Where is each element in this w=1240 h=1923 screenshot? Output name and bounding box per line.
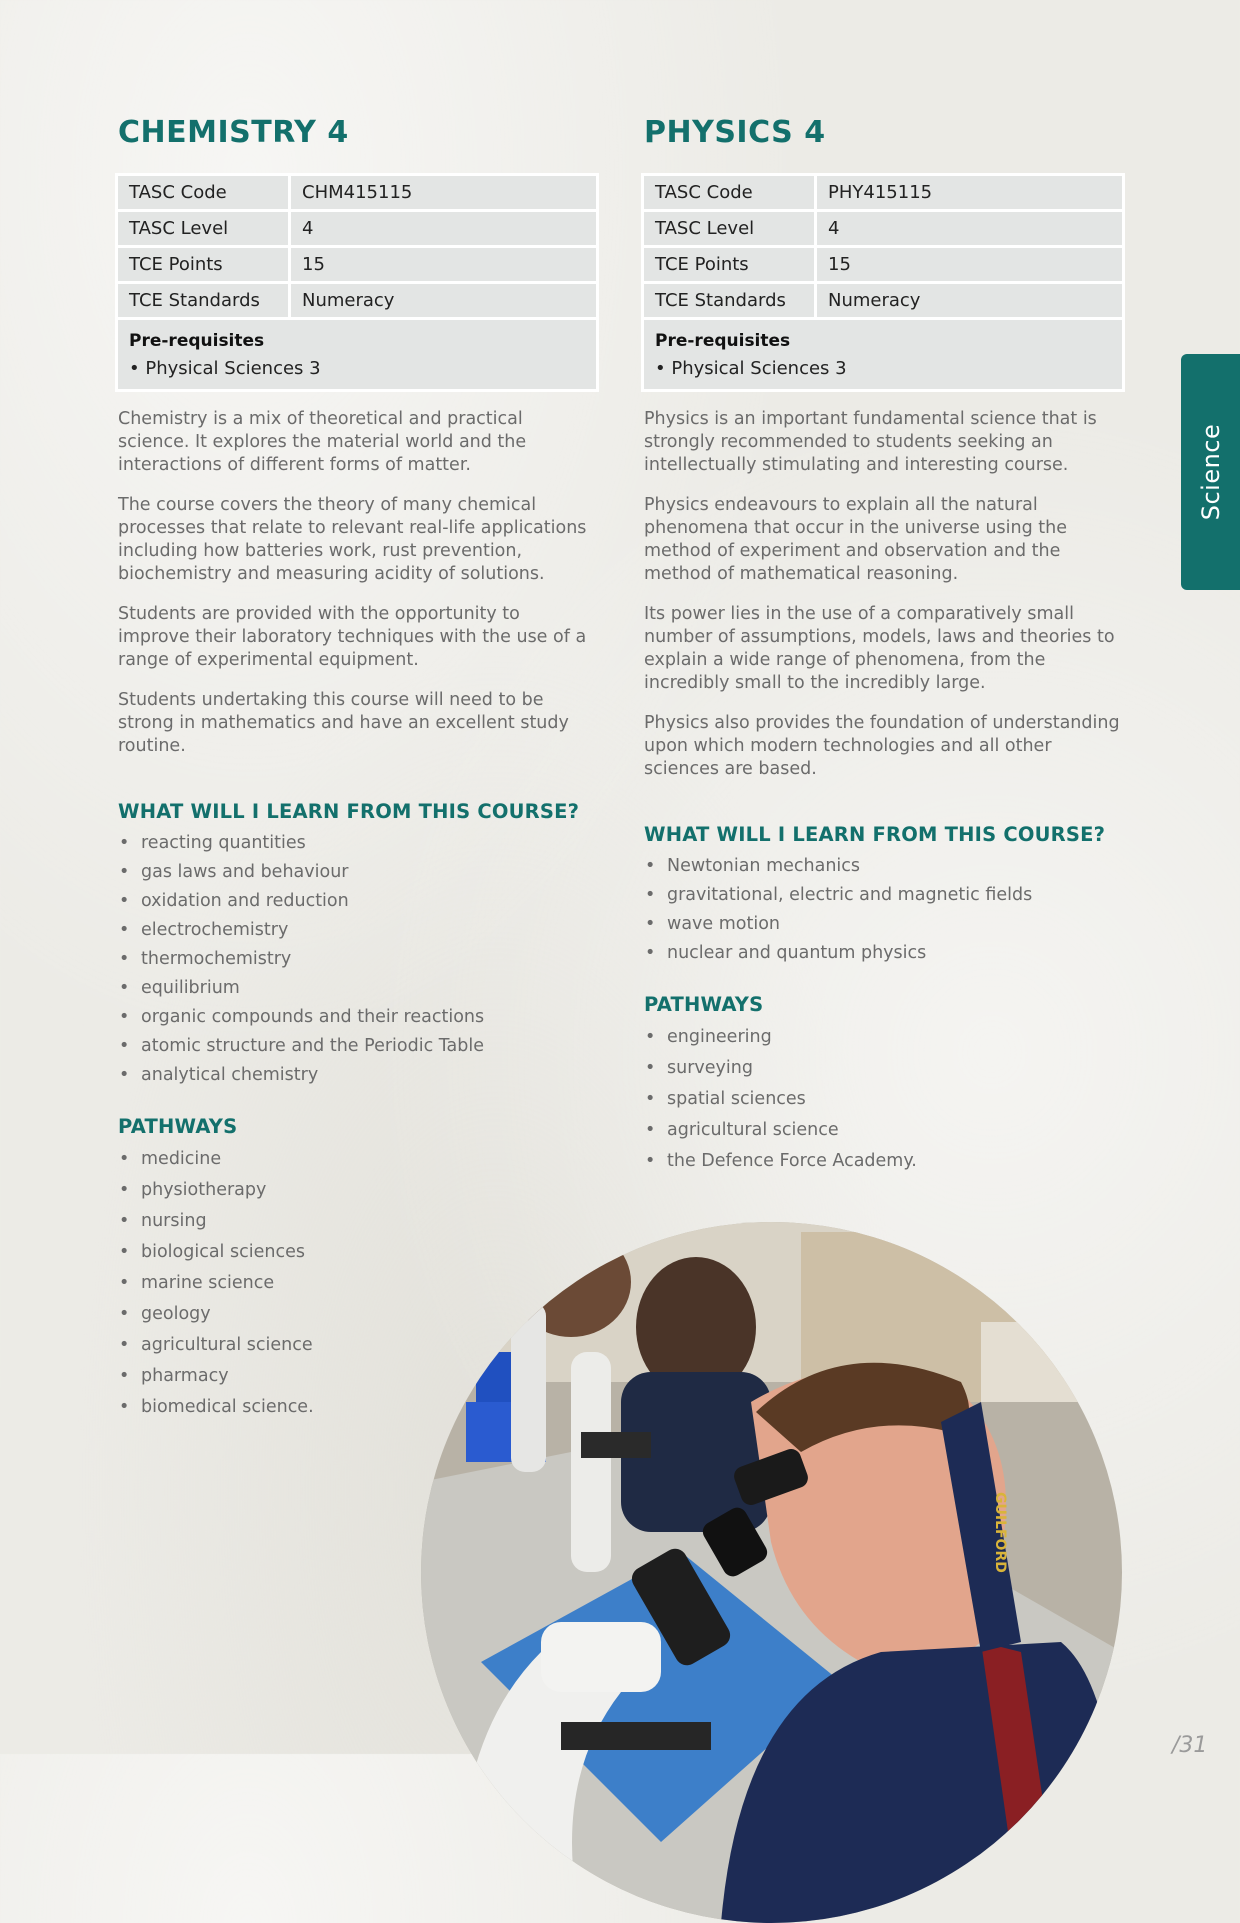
list-item: • marine science — [118, 1268, 596, 1299]
physics-pathways-heading: PATHWAYS — [644, 993, 764, 1016]
chemistry-learn-list — [118, 829, 596, 1090]
table-row — [644, 320, 1122, 389]
info-key: TCE Standards — [118, 284, 288, 317]
chemistry-info-table — [115, 173, 599, 392]
info-value: PHY415115 — [817, 176, 1122, 209]
list-item: • Newtonian mechanics — [644, 852, 1122, 881]
info-key: TASC Code — [644, 176, 814, 209]
chemistry-pathways-heading: PATHWAYS — [118, 1115, 238, 1138]
info-value: 15 — [291, 248, 596, 281]
list-item: • gravitational, electric and magnetic fields — [644, 881, 1122, 910]
list-item: • thermochemistry — [118, 945, 596, 974]
list-item: • spatial sciences — [644, 1084, 1122, 1115]
info-key: TCE Points — [118, 248, 288, 281]
prerequisites-title: Pre-requisites — [655, 331, 791, 351]
table-row — [118, 248, 596, 281]
list-item: • engineering — [644, 1022, 1122, 1053]
list-item: • agricultural science — [118, 1330, 596, 1361]
physics-paragraph: Physics is an important fundamental science that is strongly recommended to students seeking an intellectually stimulating and interesting course. — [644, 409, 1097, 475]
list-item: • the Defence Force Academy. — [644, 1146, 1122, 1177]
science-tab-label: Science — [1196, 423, 1225, 521]
physics-column — [644, 113, 1122, 1177]
chemistry-learn-heading: WHAT WILL I LEARN FROM THIS COURSE? — [118, 800, 580, 823]
list-item: • nursing — [118, 1206, 596, 1237]
list-item: • agricultural science — [644, 1115, 1122, 1146]
list-item: • surveying — [644, 1053, 1122, 1084]
list-item: • pharmacy — [118, 1361, 596, 1392]
info-value: Numeracy — [291, 284, 596, 317]
info-key: TASC Level — [118, 212, 288, 245]
info-key: TCE Standards — [644, 284, 814, 317]
chemistry-column — [118, 113, 596, 1423]
prerequisites-title: Pre-requisites — [129, 331, 265, 351]
physics-pathways-list — [644, 1022, 1122, 1177]
table-row — [644, 248, 1122, 281]
info-value: CHM415115 — [291, 176, 596, 209]
chemistry-paragraph: Students are provided with the opportunity to improve their laboratory techniques with the use of a range of experimental equipment. — [118, 604, 587, 670]
prerequisites-cell — [644, 320, 1122, 389]
physics-learn-list — [644, 852, 1122, 968]
list-item: • analytical chemistry — [118, 1061, 596, 1090]
shirt-text: GUILFORD — [992, 1492, 1008, 1573]
list-item: • organic compounds and their reactions — [118, 1003, 596, 1032]
list-item: • physiotherapy — [118, 1175, 596, 1206]
list-item: • biomedical science. — [118, 1392, 596, 1423]
list-item: • wave motion — [644, 910, 1122, 939]
science-section-tab[interactable] — [1181, 354, 1240, 590]
info-value: 4 — [291, 212, 596, 245]
list-item: • atomic structure and the Periodic Table — [118, 1032, 596, 1061]
info-key: TASC Level — [644, 212, 814, 245]
info-value: 4 — [817, 212, 1122, 245]
table-row — [644, 176, 1122, 209]
table-row — [644, 284, 1122, 317]
list-item: • medicine — [118, 1144, 596, 1175]
chemistry-paragraph: The course covers the theory of many chemical processes that relate to relevant real-life applications including how batteries work, rust prevention, biochemistry and measuring acidity of solutions. — [118, 495, 587, 584]
list-item: • reacting quantities — [118, 829, 596, 858]
list-item: • biological sciences — [118, 1237, 596, 1268]
lab-photo — [421, 1222, 1122, 1923]
prerequisites-item: • Physical Sciences 3 — [129, 358, 321, 379]
physics-learn-heading: WHAT WILL I LEARN FROM THIS COURSE? — [644, 823, 1106, 846]
physics-title: PHYSICS 4 — [644, 115, 826, 150]
info-key: TASC Code — [118, 176, 288, 209]
list-item: • geology — [118, 1299, 596, 1330]
physics-paragraph: Its power lies in the use of a comparatively small number of assumptions, models, laws and theories to explain a wide range of phenomena, from the incredibly small to the incredibly large. — [644, 604, 1115, 693]
physics-info-table — [641, 173, 1125, 392]
table-row — [118, 320, 596, 389]
list-item: • electrochemistry — [118, 916, 596, 945]
table-row — [118, 176, 596, 209]
info-key: TCE Points — [644, 248, 814, 281]
list-item: • gas laws and behaviour — [118, 858, 596, 887]
list-item: • oxidation and reduction — [118, 887, 596, 916]
prerequisites-cell — [118, 320, 596, 389]
physics-paragraph: Physics also provides the foundation of understanding upon which modern technologies and all other sciences are based. — [644, 713, 1120, 779]
list-item: • nuclear and quantum physics — [644, 939, 1122, 968]
info-value: Numeracy — [817, 284, 1122, 317]
prerequisites-item: • Physical Sciences 3 — [655, 358, 847, 379]
physics-paragraph: Physics endeavours to explain all the natural phenomena that occur in the universe using the method of experiment and observation and the method of mathematical reasoning. — [644, 495, 1068, 584]
chemistry-title: CHEMISTRY 4 — [118, 115, 349, 150]
page-number: /31 — [1172, 1733, 1208, 1758]
chemistry-paragraph: Chemistry is a mix of theoretical and practical science. It explores the material world and the interactions of different forms of matter. — [118, 409, 527, 475]
chemistry-paragraph: Students undertaking this course will need to be strong in mathematics and have an excellent study routine. — [118, 690, 569, 756]
microscope-lab-illustration — [421, 1222, 1122, 1923]
table-row — [644, 212, 1122, 245]
info-value: 15 — [817, 248, 1122, 281]
table-row — [118, 212, 596, 245]
table-row — [118, 284, 596, 317]
list-item: • equilibrium — [118, 974, 596, 1003]
